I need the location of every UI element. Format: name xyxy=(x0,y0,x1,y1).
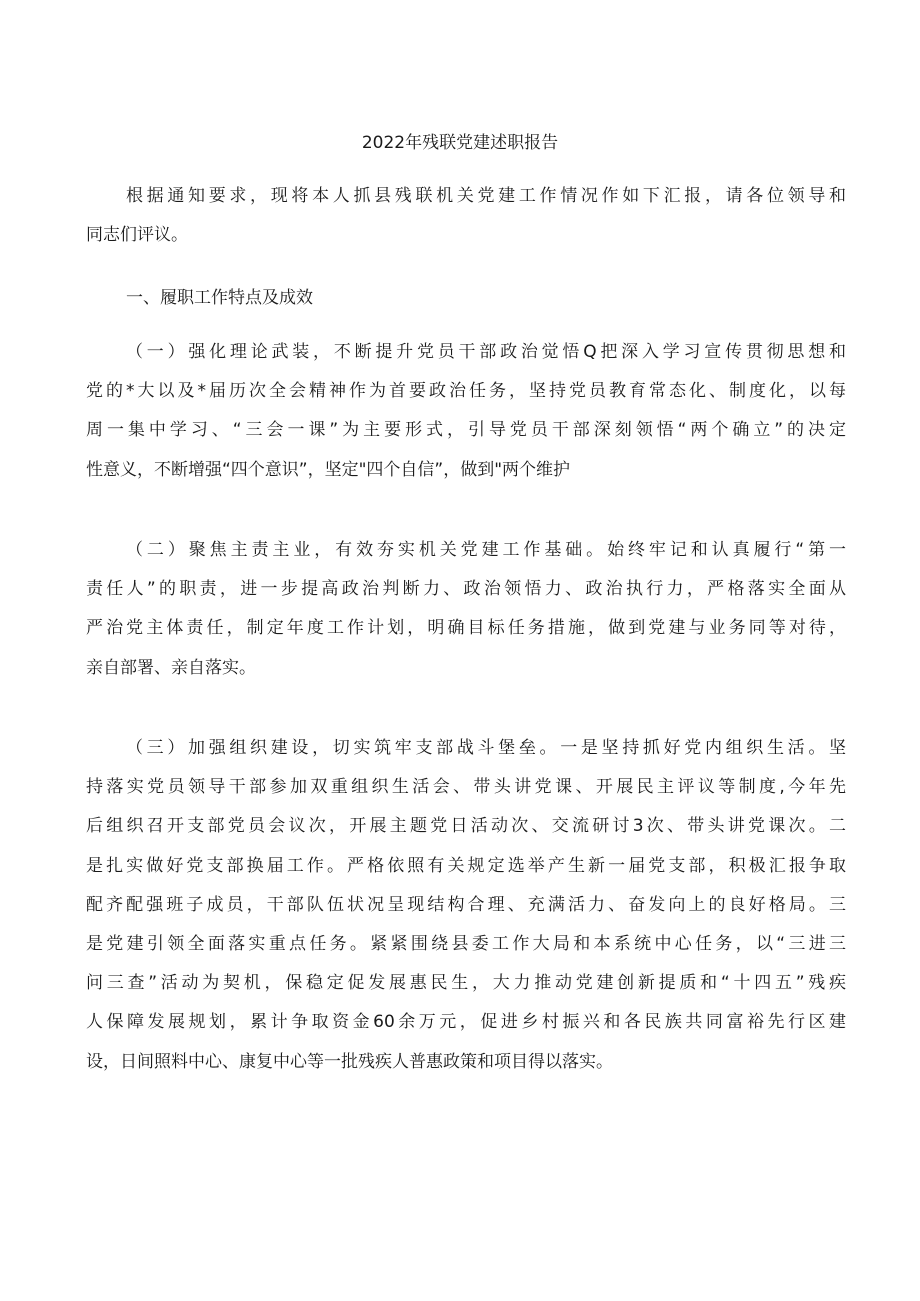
section-heading xyxy=(86,279,846,318)
paragraph-line: 根据通知要求，现将本人抓县残联机关党建工作情况作如下汇报，请各位领导和 xyxy=(126,186,846,206)
paragraph-line: （二）聚焦主责主业，有效夯实机关党建工作基础。始终牢记和认真履行“第一 xyxy=(126,540,846,560)
paragraph-line: 问三查”活动为契机，保稳定促发展惠民生，大力推动党建创新提质和“十四五”残疾 xyxy=(86,973,846,994)
intro-paragraph xyxy=(86,177,846,255)
paragraph-line: 后组织召开支部党员会议次，开展主题党日活动次、交流研讨3次、带头讲党课次。二 xyxy=(86,816,846,837)
paragraph-line: 亲自部署、亲自落实。 xyxy=(86,657,256,678)
paragraph-line: 责任人”的职责，进一步提高政治判断力、政治领悟力、政治执行力，严格落实全面从 xyxy=(86,579,846,600)
paragraph-line: 党的*大以及*届历次全会精神作为首要政治任务，坚持党员教育常态化、制度化，以每 xyxy=(86,381,846,402)
paragraph-line: 严治党主体责任，制定年度工作计划，明确目标任务措施，做到党建与业务同等对待， xyxy=(86,618,846,639)
paragraph-1 xyxy=(86,333,846,490)
paragraph-line: 周一集中学习、“三会一课”为主要形式，引导党员干部深刻领悟“两个确立”的决定 xyxy=(86,420,846,441)
document-title: 2022年残联党建述职报告 xyxy=(361,133,559,153)
paragraph-line: 人保障发展规划，累计争取资金60余万元，促进乡村振兴和各民族共同富裕先行区建 xyxy=(86,1012,846,1033)
paragraph-line: （三）加强组织建设，切实筑牢支部战斗堡垒。一是坚持抓好党内组织生活。坚 xyxy=(126,738,846,758)
paragraph-line: 是扎实做好党支部换届工作。严格依照有关规定选举产生新一届党支部，积极汇报争取 xyxy=(86,855,846,876)
paragraph-3 xyxy=(86,729,846,1082)
paragraph-line: （一）强化理论武装，不断提升党员干部政治觉悟Q把深入学习宣传贯彻思想和 xyxy=(126,342,846,362)
paragraph-line: 同志们评议。 xyxy=(86,225,188,246)
paragraph-line: 设，日间照料中心、康复中心等一批残疾人普惠政策和项目得以落实。 xyxy=(86,1051,613,1072)
paragraph-line: 配齐配强班子成员，干部队伍状况呈现结构合理、充满活力、奋发向上的良好格局。三 xyxy=(86,894,846,915)
section-heading-text: 一、履职工作特点及成效 xyxy=(126,288,313,308)
paragraph-line: 性意义，不断增强“四个意识”，坚定"四个自信”，做到"两个维护 xyxy=(86,459,571,480)
paragraph-2 xyxy=(86,531,846,688)
paragraph-line: 持落实党员领导干部参加双重组织生活会、带头讲党课、开展民主评议等制度,今年先 xyxy=(86,777,846,798)
paragraph-line: 是党建引领全面落实重点任务。紧紧围绕县委工作大局和本系统中心任务，以“三进三 xyxy=(86,933,846,954)
